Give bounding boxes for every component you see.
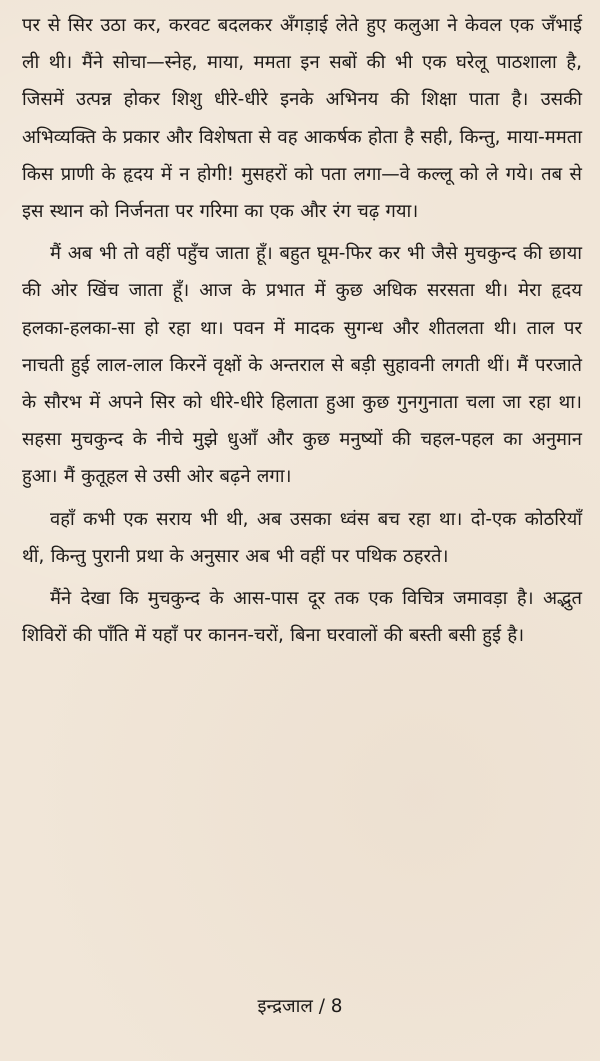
- page-footer: इन्द्रजाल / 8: [257, 996, 343, 1017]
- paragraph-4: मैंने देखा कि मुचकुन्द के आस-पास दूर तक एक विचित्र जमावड़ा है। अद्भुत शिविरों की पाँति में यहाँ पर कानन-चरों, बिना घरवालों की बस्ती बसी हुई है।: [22, 588, 582, 647]
- paragraph-1: पर से सिर उठा कर, करवट बदलकर अँगड़ाई लेते हुए कलुआ ने केवल एक जँभाई ली थी। मैंने सोचा—स्नेह, माया, ममता इन सबों की भी एक घरेलू पाठशाला है, जिसमें उत्पन्न होकर शिशु धीरे-धीरे इनके अभिनय की शिक्षा पाता है। उसकी अभिव्यक्ति के प्रकार और विशेषता से वह आकर्षक होता है सही, किन्तु, माया-ममता किस प्राणी के हृदय में न होगी! मुसहरों को पता लगा—वे कल्लू को ले गये। तब से इस स्थान को निर्जनता पर गरिमा का एक और रंग चढ़ गया।: [22, 15, 582, 223]
- body-text: [22, 7, 582, 654]
- paragraph-2: मैं अब भी तो वहीं पहुँच जाता हूँ। बहुत घूम-फिर कर भी जैसे मुचकुन्द की छाया की ओर खिंच जाता हूँ। आज के प्रभात में कुछ अधिक सरसता थी। मेरा हृदय हलका-हलका-सा हो रहा था। पवन में मादक सुगन्ध और शीतलता थी। ताल पर नाचती हुई लाल-लाल किरनें वृक्षों के अन्तराल से बड़ी सुहावनी लगती थीं। मैं परजाते के सौरभ में अपने सिर को धीरे-धीरे हिलाता हुआ कुछ गुनगुनाता चला जा रहा था। सहसा मुचकुन्द के नीचे मुझे धुआँ और कुछ मनुष्यों की चहल-पहल का अनुमान हुआ। मैं कुतूहल से उसी ओर बढ़ने लगा।: [22, 243, 582, 488]
- paragraph-3: वहाँ कभी एक सराय भी थी, अब उसका ध्वंस बच रहा था। दो-एक कोठरियाँ थीं, किन्तु पुरानी प्रथा के अनुसार अब भी वहीं पर पथिक ठहरते।: [22, 508, 582, 567]
